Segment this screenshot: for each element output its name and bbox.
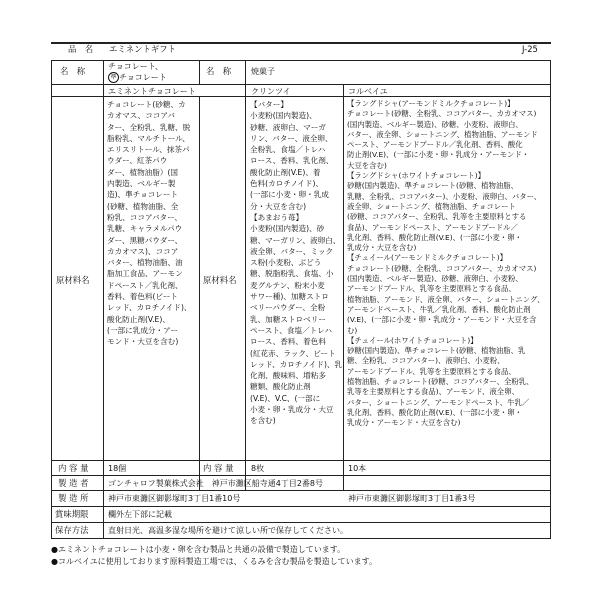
col-divider: [245, 60, 246, 84]
row-divider: [51, 475, 551, 476]
ingredients-corbeille: 【ラングドシャ(アーモンドミルクチョコレート)】 チョコレート(砂糖、全粉乳、ココアバター、カカオマス) (国内製造、ベルギー製造)、砂糖、小麦粉、液卵白、 バター、液全卵、ショートニング、植物油脂、アーモンド ペースト、アーモンドプードル／乳化剤、香料、酸化 防止剤(V.E)、(一部に小麦・卵・乳成分・アーモンド・ 大豆を含む) 【ラングドシャ(ホワイトチョコレート)】 砂糖(国内製造)、準チョコレート(砂糖、植物油脂、 乳糖、全粉乳、ココアバター)、小麦粉、液卵白、バター、 液全卵、ショートニング、植物油脂、チョコレート (砂糖、ココアバター、全粉乳、乳等を主要原料とする 食品)、アーモンドペースト、アーモンドプードル／ 乳化剤、香料、酸化防止剤(V.E)、(一部に小麦・卵・ 乳成分・大豆を含む) 【チュイール(アーモンドミルクチョコレート)】 チョコレート(砂糖、全粉乳、ココアバター、カカオマス) (国内製造、ベルギー製造)、砂糖、液卵白、小麦粉、 アーモンドプードル、乳等を主要原料とする食品、 植物油脂、アーモンド、液全卵、バター、ショートニング、 アーモンドペースト、牛乳／乳化剤、香料、酸化防止剤 (V.E)、(一部に小麦・卵・乳成分・アーモンド・大豆を含 む) 【チュイール(ホワイトチョコレート)】 砂糖(国内製造)、準チョコレート(砂糖、植物油脂、乳 糖、全粉乳、ココアバター)、液卵白、小麦粉、 アーモンドプードル、乳等を主要原料とする食品、 植物油脂、チョコレート(砂糖、ココアバター、全粉乳、 乳等を主要原料とする食品)、アーモンド、液全卵、 バター、ショートニング、アーモンドペースト、牛乳／ 乳化剤、香料、酸化防止剤(V.E)、(一部に小麦・卵・ 乳成分・アーモンド・大豆を含む): [347, 99, 545, 428]
product-code: J-25: [522, 44, 538, 54]
col-divider: [343, 84, 344, 475]
col-divider: [199, 96, 200, 490]
row-divider: [51, 522, 551, 523]
meisho-value-line2-text: チョコレート: [119, 73, 167, 82]
seizosha-label: 製 造 者: [58, 478, 89, 488]
naiyoryo-corbeille: 10本: [348, 464, 367, 473]
hinmei-label: 品 名: [68, 44, 94, 54]
table-right-border: [550, 60, 551, 538]
table-bottom-border: [51, 538, 551, 539]
note-line: ●エミネントチョコレートは小麦・卵を含む製品と共通の設備で製造しています。: [51, 545, 346, 554]
genzairyo-label-2: 原材料名: [203, 275, 237, 285]
meisho-label: 名 称: [60, 66, 86, 76]
shomi-label: 賞味期限: [55, 509, 89, 519]
meisho-value-line2: [108, 72, 167, 83]
seizosho-value-1: 神戸市東灘区御影塚町3丁目1番10号: [108, 494, 241, 503]
naiyoryo-label: 内 容 量: [58, 463, 89, 473]
genzairyo-label: 原材料名: [56, 275, 90, 285]
col-heading-corbeille: コルベイユ: [348, 87, 388, 96]
col-divider: [343, 475, 344, 490]
col-heading-eminent: エミネントチョコレート: [108, 87, 196, 96]
col-heading-krintsui: クリンツイ: [251, 87, 291, 96]
col-divider: [245, 84, 246, 490]
row-divider: [51, 460, 551, 461]
table-left-border: [51, 60, 52, 538]
meisho-label-2: 名 称: [206, 66, 232, 76]
hozon-value: 直射日光、高温多湿な場所を避けて涼しい所で保存してください。: [108, 526, 348, 535]
naiyoryo-eminent: 18個: [108, 464, 127, 473]
naiyoryo-krintsui: 8枚: [251, 464, 265, 473]
ingredients-krintsui: 【バター】 小麦粉(国内製造)、 砂糖、液卵白、マーガ リン、バター、液全卵、 全粉乳、食塩／トレハ ロース、香料、乳化剤、 酸化防止剤(V.E)、着 色料(カロチノイド)、 (一部に小麦・卵・乳成 分・大豆を含む) 【あまおう苺】 小麦粉(国内製造)、砂 糖、マーガリン、液卵白、 液全卵、バター、ミック ス粉(小麦粉、ぶどう 糖、脱脂粉乳、食塩、小 麦グルテン、粉末小麦 サワー種)、加糖ストロ ベリーパウダー、全粉 乳、加糖ストロベリー ペースト、食塩／トレハ ロース、香料、着色料 (紅花赤、ラック、ビート レッド、カロチノイド)、乳 化剤、酸味料、増粘多 糖類、酸化防止剤 (V.E)、V.C、(一部に 小麦・卵・乳成分・大豆 を含む): [250, 100, 343, 426]
hozon-label: 保存方法: [55, 525, 89, 535]
product-name: エミネントギフト: [109, 44, 176, 54]
seizosho-value-3: 神戸市東灘区御影塚町3丁目1番3号: [348, 494, 476, 503]
seizosha-value: ゴンチャロフ製菓株式会社 神戸市灘区船寺通4丁目2番8号: [108, 479, 324, 488]
row-divider: [51, 84, 551, 85]
meisho-value-line1: チョコレート、: [108, 62, 164, 71]
ingredients-eminent: チョコレート(砂糖、カ カオマス、ココアバ ター、全粉乳、乳糖、脱 脂粉乳、マルチトール、 エリスリトール、抹茶パ ウダー、紅茶パウ ダー、植物油脂）(国 内製造、ベルギー製 造)、準チョコレート (砂糖、植物油脂、全 粉乳、ココアバター、 乳糖、キャラメルパウ ダー、黒糖パウダー、 カカオマス)、ココア バター、植物油脂、油 脂加工食品、アーモン ドペースト／乳化剤、 香料、着色料(ビート レッド、カロチノイド)、 酸化防止剤(V.E)、 (一部に乳成分・アー モンド・大豆を含む): [107, 100, 192, 347]
col-divider: [199, 60, 200, 84]
shomi-value: 欄外左下部に記載: [108, 510, 172, 519]
note-line: ●コルベイユに使用しております原料製造工場では、くるみを含む製品を製造しています。: [51, 557, 378, 566]
row-divider: [51, 490, 551, 491]
row-divider: [51, 506, 551, 507]
naiyoryo-label-2: 内 容 量: [203, 463, 234, 473]
seizosho-label: 製 造 所: [58, 493, 89, 503]
label-col-divider: [103, 60, 104, 538]
meisho-value-2: 焼菓子: [251, 67, 275, 76]
jun-circle-mark: 準: [108, 72, 119, 83]
